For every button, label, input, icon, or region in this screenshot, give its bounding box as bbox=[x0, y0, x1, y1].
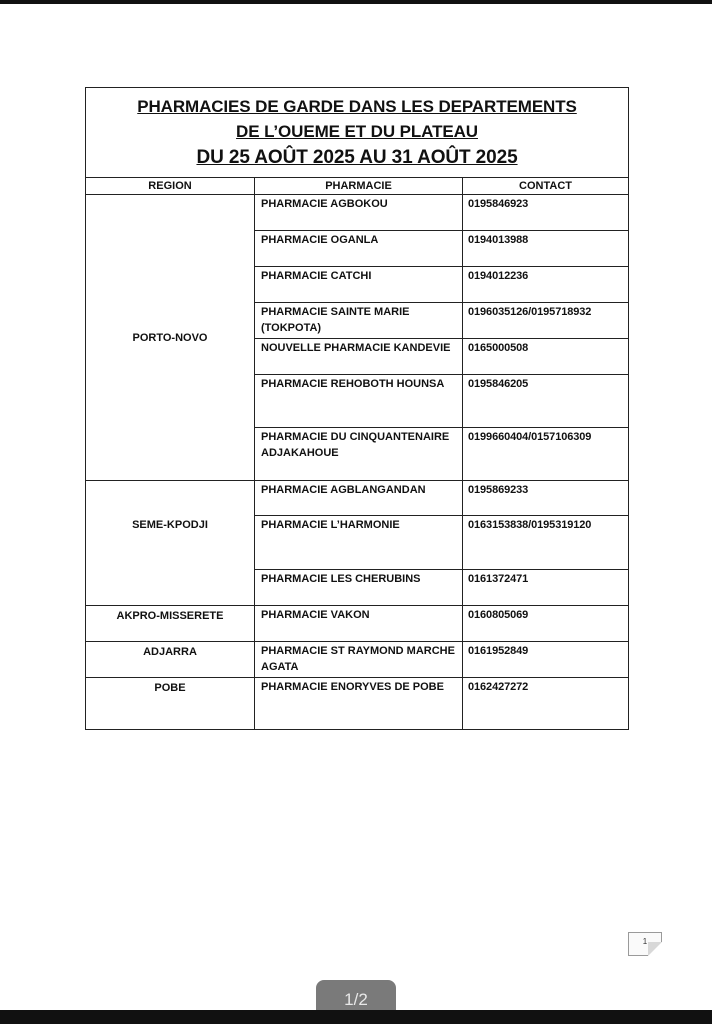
table-row bbox=[86, 678, 629, 730]
header-pharmacie: PHARMACIE bbox=[255, 178, 463, 195]
table-row bbox=[86, 606, 629, 642]
viewer-top-bar bbox=[0, 0, 712, 4]
pharmacy-contact: 0165000508 bbox=[463, 339, 629, 375]
pharmacy-contact: 0195869233 bbox=[463, 481, 629, 516]
pharmacy-contact: 0161372471 bbox=[463, 570, 629, 606]
region-adjarra: ADJARRA bbox=[86, 642, 255, 678]
header-region: REGION bbox=[86, 178, 255, 195]
pharmacy-contact: 0162427272 bbox=[463, 678, 629, 730]
pharmacy-name: PHARMACIE LES CHERUBINS bbox=[255, 570, 463, 606]
table-row bbox=[86, 481, 629, 516]
pharmacy-name: PHARMACIE L’HARMONIE bbox=[255, 516, 463, 570]
pharmacy-name: NOUVELLE PHARMACIE KANDEVIE bbox=[255, 339, 463, 375]
pharmacy-name: PHARMACIE OGANLA bbox=[255, 231, 463, 267]
table-row bbox=[86, 642, 629, 678]
region-pobe: POBE bbox=[86, 678, 255, 730]
title-line-1: PHARMACIES DE GARDE DANS LES DEPARTEMENTS bbox=[137, 97, 577, 116]
pharmacy-name: PHARMACIE AGBLANGANDAN bbox=[255, 481, 463, 516]
header-row bbox=[86, 178, 629, 195]
pharmacy-name: PHARMACIE SAINTE MARIE (TOKPOTA) bbox=[255, 303, 463, 339]
pharmacy-name: PHARMACIE DU CINQUANTENAIRE ADJAKAHOUE bbox=[255, 428, 463, 481]
pharmacy-contact: 0196035126/0195718932 bbox=[463, 303, 629, 339]
pharmacy-contact: 0194013988 bbox=[463, 231, 629, 267]
pharmacy-contact: 0195846205 bbox=[463, 375, 629, 428]
title-line-3: DU 25 AOÛT 2025 AU 31 AOÛT 2025 bbox=[196, 147, 518, 168]
pharmacy-name: PHARMACIE VAKON bbox=[255, 606, 463, 642]
document-title bbox=[86, 88, 629, 178]
header-contact: CONTACT bbox=[463, 178, 629, 195]
pharmacy-contact: 0194012236 bbox=[463, 267, 629, 303]
pharmacy-name: PHARMACIE ENORYVES DE POBE bbox=[255, 678, 463, 730]
pharmacy-contact: 0163153838/0195319120 bbox=[463, 516, 629, 570]
page-indicator[interactable]: 1/2 bbox=[316, 980, 396, 1020]
pharmacy-contact: 0195846923 bbox=[463, 195, 629, 231]
pharmacy-name: PHARMACIE REHOBOTH HOUNSA bbox=[255, 375, 463, 428]
region-porto-novo: PORTO-NOVO bbox=[86, 195, 255, 481]
pharmacy-contact: 0160805069 bbox=[463, 606, 629, 642]
pharmacy-contact: 0161952849 bbox=[463, 642, 629, 678]
pharmacy-contact: 0199660404/0157106309 bbox=[463, 428, 629, 481]
pharmacy-table bbox=[85, 87, 629, 730]
pharmacy-name: PHARMACIE CATCHI bbox=[255, 267, 463, 303]
table-row bbox=[86, 195, 629, 231]
page-number-box: 1 bbox=[628, 932, 662, 956]
region-seme-kpodji: SEME-KPODJI bbox=[86, 481, 255, 606]
title-line-2: DE L’OUEME ET DU PLATEAU bbox=[236, 122, 478, 141]
pharmacy-name: PHARMACIE AGBOKOU bbox=[255, 195, 463, 231]
pharmacy-name: PHARMACIE ST RAYMOND MARCHE AGATA bbox=[255, 642, 463, 678]
viewer-bottom-bar bbox=[0, 1010, 712, 1024]
title-row bbox=[86, 88, 629, 178]
region-akpro-misserete: AKPRO-MISSERETE bbox=[86, 606, 255, 642]
